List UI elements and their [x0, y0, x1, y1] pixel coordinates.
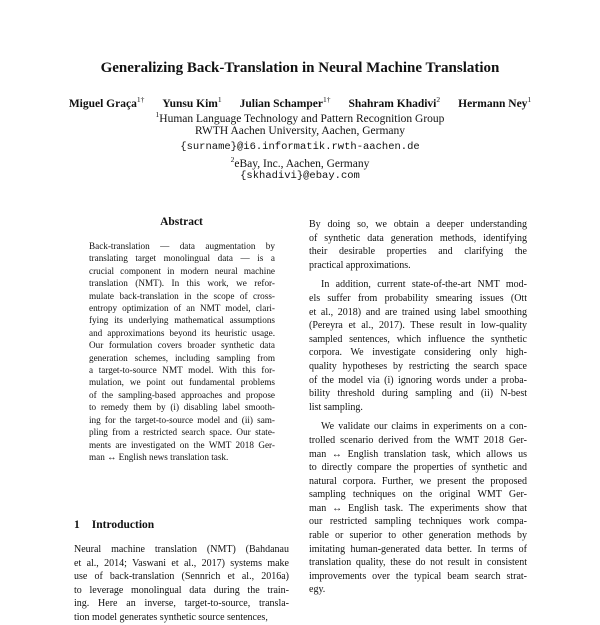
text-line: man ↔ English task. The experiments show that: [309, 502, 527, 514]
text-line: to directly compare the properties of synthetic and: [309, 462, 527, 474]
affiliation-2-mark: 2: [230, 155, 235, 164]
author-name: [458, 95, 532, 110]
author-name-text: Yunsu Kim: [162, 97, 218, 110]
affiliation-1: [0, 110, 600, 125]
text-line: to remedy them by (i) disabling label smooth-: [89, 402, 275, 413]
text-line: of synthetic data generation methods, identifying: [309, 232, 527, 244]
text-line: mulation, we point out fundamental problems: [89, 377, 275, 388]
text-line: translation (NMT). In this work, we refor-: [89, 278, 275, 289]
paragraph: [309, 218, 527, 272]
text-line: ments are investigated on the WMT 2018 Ger-: [89, 439, 275, 450]
right-column-body: [309, 218, 527, 597]
affiliation-2-email: {skhadivi}@ebay.com: [240, 170, 360, 182]
text-line: and approximations beyond its heuristic usage.: [89, 327, 275, 338]
text-line: ing for the target-to-source model and (ii) sam-: [89, 414, 275, 425]
text-line: Back-translation — data augmentation by: [89, 241, 275, 251]
section-heading-introduction: [74, 519, 154, 531]
text-line: mulate back-translation in the scope of cross-: [89, 290, 275, 301]
paragraph: [309, 420, 527, 597]
author-name: [239, 95, 331, 110]
text-line: man ↔ English translation task, which allows us: [309, 448, 527, 460]
affiliation-1-line2: RWTH Aachen University, Aachen, Germany: [194, 125, 406, 137]
text-line: translating target monolingual data — is a: [89, 253, 275, 264]
author-mark: 1†: [136, 95, 145, 104]
text-line: et al., 2018) and are trained using label smoothing: [309, 306, 527, 318]
introduction-body: [74, 543, 289, 625]
author-name-text: Shahram Khadivi: [348, 97, 437, 110]
text-line: natural corpora. Further, we present the proposed: [309, 475, 527, 487]
text-line: Neural machine translation (NMT) (Bahdanau: [74, 544, 289, 555]
text-line: entropy optimization of an NMT model, clari-: [89, 303, 275, 314]
text-line: We validate our claims in experiments on a con-: [321, 421, 527, 433]
text-line: pling from a restricted search space. Our state-: [89, 427, 275, 438]
abstract-body: [89, 240, 275, 463]
author-mark: 1: [217, 95, 222, 104]
text-line: tion model generates synthetic source sentences,: [74, 611, 268, 623]
affiliation-2: [0, 155, 600, 170]
text-line: (Pereyra et al., 2017). These result in low-quality: [309, 320, 527, 332]
text-line: et al., 2014; Vaswani et al., 2017) systems make: [74, 557, 289, 569]
author-mark: 2: [436, 95, 441, 104]
text-line: of the sampling-based approaches and propose: [89, 389, 275, 400]
text-line: use of back-translation (Sennrich et al., 2016a): [74, 571, 289, 583]
affiliation-2-line1: eBay, Inc., Aachen, Germany: [234, 157, 370, 170]
text-line: By doing so, we obtain a deeper understanding: [309, 219, 527, 230]
author-name: [162, 95, 222, 110]
text-line: list sampling.: [309, 401, 363, 413]
text-line: sampling techniques on the original WMT Ger-: [309, 489, 527, 501]
text-line: their desirable properties and clarifying the: [309, 246, 527, 258]
text-line: Our formulation covers broader synthetic data: [89, 340, 275, 351]
text-line: quality hypotheses by restricting the search space: [309, 360, 527, 372]
text-line: sampled sentences, which influence the synthetic: [309, 333, 527, 345]
text-line: translation quality, these do not result in consistent: [309, 557, 527, 569]
text-line: our restricted sampling techniques work compa-: [309, 516, 527, 528]
section-title: Introduction: [91, 519, 155, 531]
text-line: ing. Here an inverse, target-to-source, transla-: [74, 598, 289, 610]
author-name: [348, 95, 441, 110]
text-line: man ↔ English news translation task.: [89, 451, 229, 462]
text-line: trolled scenario derived from the WMT 2018 Ger-: [309, 434, 527, 446]
affiliation-1-mark: 1: [155, 110, 160, 119]
affiliation-1-email: {surname}@i6.informatik.rwth-aachen.de: [180, 141, 420, 153]
text-line: of the model via (i) ignoring words under a proba-: [309, 374, 527, 386]
author-name-text: Miguel Graça: [68, 97, 137, 110]
text-line: generation schemes, including sampling from: [89, 352, 275, 363]
text-line: fying its underlying mathematical assumptions: [89, 315, 275, 326]
text-line: corpora. We investigate considering only high-: [309, 347, 527, 359]
text-line: to leverage monolingual data during the train-: [74, 584, 289, 596]
author-mark: 1†: [323, 95, 331, 104]
author-name: [68, 95, 145, 110]
text-line: practical approximations.: [309, 259, 411, 271]
text-line: egy.: [309, 584, 326, 596]
text-line: rable or superior to other generation methods by: [309, 530, 527, 542]
author-list: [0, 95, 600, 110]
author-mark: 1: [527, 95, 532, 104]
affiliation-1-line1: Human Language Technology and Pattern Recognition Group: [159, 112, 445, 125]
text-line: a target-to-source NMT model. With this for-: [89, 365, 275, 376]
text-line: els suffer from probability smearing issues (Ott: [309, 292, 527, 304]
text-line: imitating human-generated data better. In terms of: [309, 543, 527, 555]
paragraph: [309, 278, 527, 414]
text-line: bility threshold during sampling and (ii) N-best: [309, 388, 527, 400]
section-number: 1: [74, 519, 80, 531]
text-line: improvements over the typical beam search strat-: [309, 570, 527, 582]
paper-title: Generalizing Back-Translation in Neural Machine Translation: [100, 60, 500, 76]
text-line: In addition, current state-of-the-art NMT mod-: [321, 279, 527, 291]
text-line: crucial component in modern neural machine: [89, 265, 275, 276]
author-name-text: Hermann Ney: [458, 97, 528, 110]
author-name-text: Julian Schamper: [239, 97, 323, 110]
abstract-heading: Abstract: [160, 216, 203, 228]
